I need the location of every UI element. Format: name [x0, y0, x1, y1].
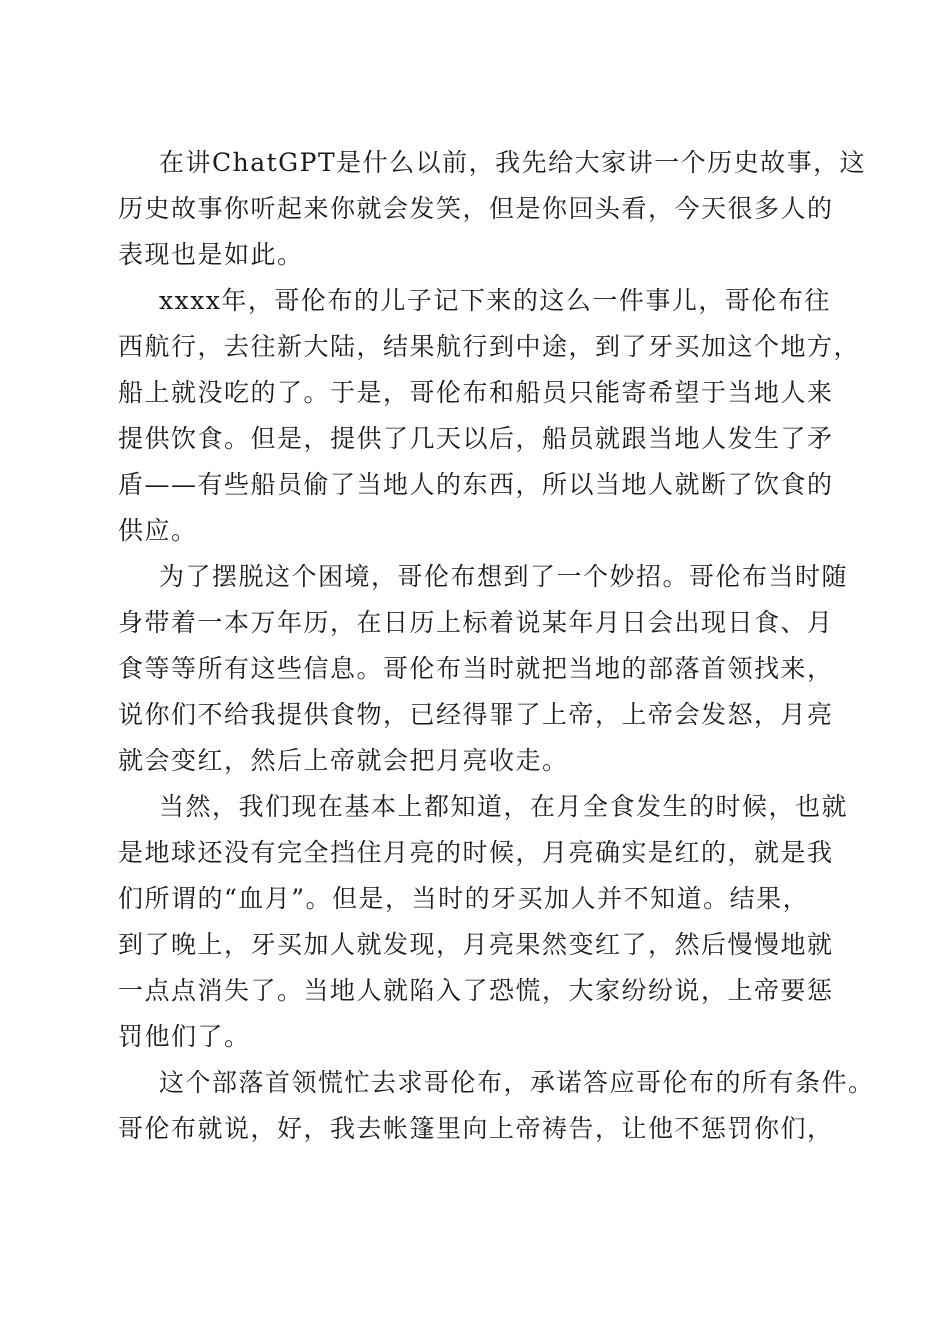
- paragraph-3-line-4: 说你们不给我提供食物，已经得罪了上帝，上帝会发怒，月亮: [118, 700, 834, 729]
- paragraph-2-line-2: 西航行，去往新大陆，结果航行到中途，到了牙买加这个地方，: [118, 332, 861, 361]
- paragraph-3-line-1: 为了摆脱这个困境，哥伦布想到了一个妙招。哥伦布当时随: [159, 562, 849, 591]
- paragraph-1-line-1: 在讲ChatGPT是什么以前，我先给大家讲一个历史故事，这: [159, 148, 867, 177]
- paragraph-4-line-1: 当然，我们现在基本上都知道，在月全食发生的时候，也就: [159, 792, 849, 821]
- paragraph-2-line-6: 供应。: [118, 516, 198, 545]
- document-body: [118, 144, 875, 1156]
- paragraph-4-line-3: 们所谓的“血月”。但是，当时的牙买加人并不知道。结果，: [118, 884, 810, 913]
- paragraph-3-line-3: 食等等所有这些信息。哥伦布当时就把当地的部落首领找来，: [118, 654, 834, 683]
- paragraph-4-line-4: 到了晚上，牙买加人就发现，月亮果然变红了，然后慢慢地就: [118, 930, 834, 959]
- paragraph-2-line-1: xxxx年，哥伦布的儿子记下来的这么一件事儿，哥伦布往: [159, 286, 831, 315]
- paragraph-2-line-5: 盾——有些船员偷了当地人的东西，所以当地人就断了饮食的: [118, 470, 834, 499]
- paragraph-3-line-5: 就会变红，然后上帝就会把月亮收走。: [118, 746, 569, 775]
- paragraph-5-line-1: 这个部落首领慌忙去求哥伦布，承诺答应哥伦布的所有条件。: [159, 1068, 875, 1097]
- paragraph-4-line-6: 罚他们了。: [118, 1022, 251, 1051]
- paragraph-2-line-4: 提供饮食。但是，提供了几天以后，船员就跟当地人发生了矛: [118, 424, 834, 453]
- paragraph-4-line-5: 一点点消失了。当地人就陷入了恐慌，大家纷纷说，上帝要惩: [118, 976, 834, 1005]
- paragraph-4-line-2: 是地球还没有完全挡住月亮的时候，月亮确实是红的，就是我: [118, 838, 834, 867]
- paragraph-2-line-3: 船上就没吃的了。于是，哥伦布和船员只能寄希望于当地人来: [118, 378, 834, 407]
- paragraph-5-line-2: 哥伦布就说，好，我去帐篷里向上帝祷告，让他不惩罚你们，: [118, 1114, 834, 1143]
- paragraph-3-line-2: 身带着一本万年历，在日历上标着说某年月日会出现日食、月: [118, 608, 834, 637]
- paragraph-1-line-3: 表现也是如此。: [118, 240, 304, 269]
- paragraph-1-line-2: 历史故事你听起来你就会发笑，但是你回头看，今天很多人的: [118, 194, 834, 223]
